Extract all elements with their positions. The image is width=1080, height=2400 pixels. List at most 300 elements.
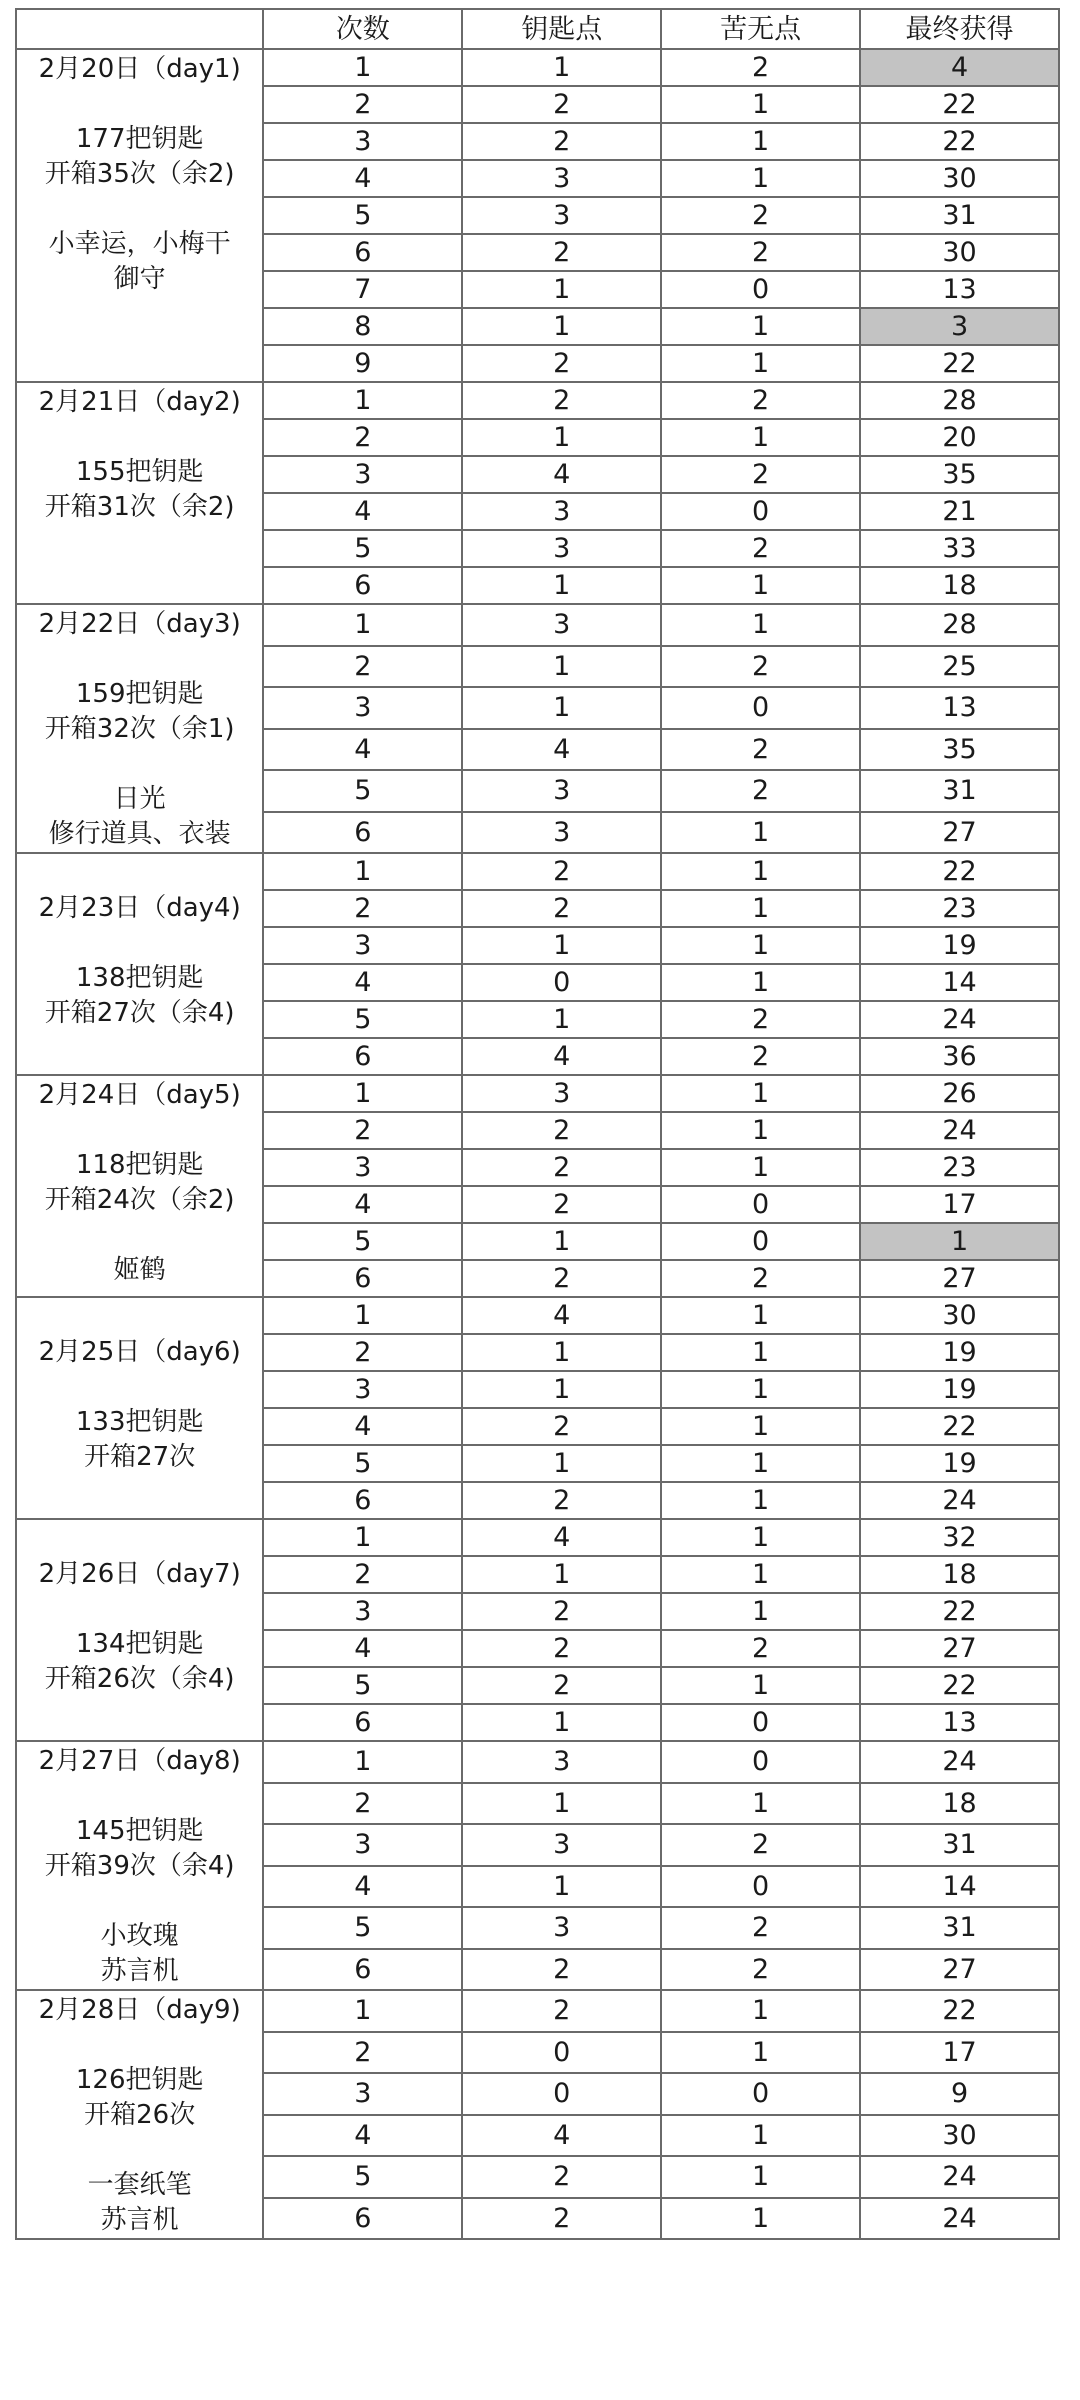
header-count: 次数: [263, 9, 462, 49]
count-cell: 6: [263, 234, 462, 271]
key-points-cell: 1: [462, 927, 661, 964]
day-summary-line: 2月27日（day8): [38, 1746, 241, 1776]
kunai-points-cell: 0: [661, 687, 860, 729]
count-cell: 5: [263, 1001, 462, 1038]
count-cell: 2: [263, 1334, 462, 1371]
key-points-cell: 1: [462, 1223, 661, 1260]
day-summary-line: 2月20日（day1): [38, 54, 241, 84]
final-obtained-cell: 27: [860, 812, 1059, 854]
count-cell: 2: [263, 419, 462, 456]
final-obtained-cell: 24: [860, 2198, 1059, 2240]
final-obtained-cell: 9: [860, 2073, 1059, 2115]
key-points-cell: 4: [462, 1038, 661, 1075]
count-cell: 4: [263, 729, 462, 771]
kunai-points-cell: 0: [661, 1223, 860, 1260]
day-summary-cell: [16, 1741, 263, 1990]
final-obtained-cell: 30: [860, 2115, 1059, 2157]
day-summary-line: 开箱26次（余4): [44, 1664, 235, 1694]
final-obtained-cell: 17: [860, 1186, 1059, 1223]
count-cell: 1: [263, 49, 462, 86]
kunai-points-cell: 2: [661, 382, 860, 419]
count-cell: 7: [263, 271, 462, 308]
final-obtained-cell: 4: [860, 49, 1059, 86]
day-summary-line: [17, 1884, 262, 1919]
kunai-points-cell: 1: [661, 604, 860, 646]
day-summary-line: 开箱31次（余2): [44, 492, 235, 522]
key-points-cell: 2: [462, 1667, 661, 1704]
day-summary-line: 开箱26次: [84, 2100, 196, 2130]
count-cell: 5: [263, 1445, 462, 1482]
key-points-cell: 3: [462, 1741, 661, 1783]
key-points-cell: 2: [462, 1112, 661, 1149]
count-cell: 3: [263, 1593, 462, 1630]
kunai-points-cell: 1: [661, 2198, 860, 2240]
final-obtained-cell: 31: [860, 770, 1059, 812]
count-cell: 5: [263, 2156, 462, 2198]
table-row: [16, 382, 1059, 419]
key-points-cell: 4: [462, 729, 661, 771]
kunai-points-cell: 1: [661, 2156, 860, 2198]
kunai-points-cell: 2: [661, 770, 860, 812]
key-points-cell: 3: [462, 812, 661, 854]
final-obtained-cell: 30: [860, 160, 1059, 197]
day-summary-line: [17, 87, 262, 122]
day-summary-line: [17, 1522, 262, 1557]
final-obtained-cell: 28: [860, 604, 1059, 646]
key-points-cell: 1: [462, 1783, 661, 1825]
kunai-points-cell: 2: [661, 1038, 860, 1075]
day-summary-line: 小玫瑰: [100, 1921, 179, 1951]
key-points-cell: 2: [462, 1482, 661, 1519]
key-points-cell: 0: [462, 964, 661, 1001]
day-summary-cell: [16, 1990, 263, 2239]
count-cell: 3: [263, 1824, 462, 1866]
day-summary-line: 177把钥匙: [75, 124, 204, 154]
key-points-cell: 1: [462, 567, 661, 604]
kunai-points-cell: 1: [661, 964, 860, 1001]
final-obtained-cell: 22: [860, 1593, 1059, 1630]
final-obtained-cell: 22: [860, 86, 1059, 123]
day-summary-line: 2月23日（day4): [38, 893, 241, 923]
kunai-points-cell: 1: [661, 2032, 860, 2074]
day-summary-line: 2月25日（day6): [38, 1337, 241, 1367]
final-obtained-cell: 22: [860, 853, 1059, 890]
count-cell: 5: [263, 1907, 462, 1949]
final-obtained-cell: 17: [860, 2032, 1059, 2074]
kunai-points-cell: 2: [661, 234, 860, 271]
kunai-points-cell: 1: [661, 308, 860, 345]
table-row: [16, 1519, 1059, 1556]
count-cell: 6: [263, 1949, 462, 1991]
final-obtained-cell: 18: [860, 1783, 1059, 1825]
kunai-points-cell: 1: [661, 123, 860, 160]
day-summary-cell: [16, 1297, 263, 1519]
day-summary-line: 2月22日（day3): [38, 609, 241, 639]
kunai-points-cell: 0: [661, 493, 860, 530]
key-points-cell: 2: [462, 1149, 661, 1186]
key-points-cell: 3: [462, 770, 661, 812]
kunai-points-cell: 1: [661, 1990, 860, 2032]
count-cell: 3: [263, 1371, 462, 1408]
count-cell: 5: [263, 1223, 462, 1260]
key-points-cell: 0: [462, 2073, 661, 2115]
kunai-points-cell: 2: [661, 197, 860, 234]
key-points-cell: 4: [462, 1519, 661, 1556]
day-summary-line: 2月21日（day2): [38, 387, 241, 417]
header-kunai-points: 苦无点: [661, 9, 860, 49]
final-obtained-cell: 31: [860, 1824, 1059, 1866]
count-cell: 4: [263, 160, 462, 197]
kunai-points-cell: 1: [661, 1408, 860, 1445]
table-row: [16, 1075, 1059, 1112]
kunai-points-cell: 1: [661, 1783, 860, 1825]
final-obtained-cell: 22: [860, 123, 1059, 160]
day-summary-line: 145把钥匙: [75, 1816, 204, 1846]
count-cell: 2: [263, 646, 462, 688]
count-cell: 1: [263, 1519, 462, 1556]
kunai-points-cell: 2: [661, 1824, 860, 1866]
final-obtained-cell: 30: [860, 1297, 1059, 1334]
day-summary-line: 159把钥匙: [75, 679, 204, 709]
kunai-points-cell: 2: [661, 1949, 860, 1991]
key-points-cell: 2: [462, 2198, 661, 2240]
final-obtained-cell: 21: [860, 493, 1059, 530]
final-obtained-cell: 24: [860, 1482, 1059, 1519]
final-obtained-cell: 13: [860, 687, 1059, 729]
count-cell: 4: [263, 964, 462, 1001]
final-obtained-cell: 23: [860, 1149, 1059, 1186]
kunai-points-cell: 2: [661, 646, 860, 688]
day-summary-line: 开箱32次（余1): [44, 714, 235, 744]
count-cell: 6: [263, 1482, 462, 1519]
count-cell: 6: [263, 812, 462, 854]
header-key-points: 钥匙点: [462, 9, 661, 49]
day-summary-line: [17, 926, 262, 961]
final-obtained-cell: 30: [860, 234, 1059, 271]
kunai-points-cell: 2: [661, 49, 860, 86]
count-cell: 1: [263, 1075, 462, 1112]
kunai-points-cell: 2: [661, 1907, 860, 1949]
final-obtained-cell: 35: [860, 729, 1059, 771]
key-points-cell: 1: [462, 687, 661, 729]
final-obtained-cell: 3: [860, 308, 1059, 345]
day-summary-cell: [16, 1519, 263, 1741]
final-obtained-cell: 32: [860, 1519, 1059, 1556]
count-cell: 3: [263, 927, 462, 964]
kunai-points-cell: 0: [661, 1741, 860, 1783]
day-summary-line: 开箱27次: [84, 1442, 196, 1472]
kunai-points-cell: 0: [661, 2073, 860, 2115]
count-cell: 6: [263, 567, 462, 604]
table-row: [16, 1741, 1059, 1783]
key-points-cell: 3: [462, 493, 661, 530]
key-points-cell: 3: [462, 1824, 661, 1866]
final-obtained-cell: 19: [860, 927, 1059, 964]
day-summary-line: 开箱39次（余4): [44, 1851, 235, 1881]
table-row: [16, 1297, 1059, 1334]
key-points-cell: 4: [462, 2115, 661, 2157]
count-cell: 5: [263, 197, 462, 234]
final-obtained-cell: 20: [860, 419, 1059, 456]
key-points-cell: 1: [462, 1445, 661, 1482]
kunai-points-cell: 0: [661, 1866, 860, 1908]
final-obtained-cell: 18: [860, 1556, 1059, 1593]
key-points-cell: 2: [462, 123, 661, 160]
key-points-cell: 2: [462, 1186, 661, 1223]
day-summary-line: 苏言机: [100, 2205, 179, 2235]
kunai-points-cell: 1: [661, 890, 860, 927]
key-points-cell: 0: [462, 2032, 661, 2074]
kunai-points-cell: 1: [661, 345, 860, 382]
table-row: [16, 604, 1059, 646]
count-cell: 3: [263, 687, 462, 729]
day-summary-cell: [16, 1075, 263, 1297]
day-summary-line: 133把钥匙: [75, 1407, 204, 1437]
key-points-cell: 1: [462, 1866, 661, 1908]
final-obtained-cell: 19: [860, 1334, 1059, 1371]
key-points-cell: 1: [462, 271, 661, 308]
key-points-cell: 2: [462, 382, 661, 419]
key-points-cell: 2: [462, 1949, 661, 1991]
kunai-points-cell: 1: [661, 1297, 860, 1334]
key-points-cell: 3: [462, 160, 661, 197]
final-obtained-cell: 14: [860, 964, 1059, 1001]
final-obtained-cell: 14: [860, 1866, 1059, 1908]
key-points-cell: 1: [462, 1334, 661, 1371]
kunai-points-cell: 1: [661, 1075, 860, 1112]
key-points-cell: 1: [462, 419, 661, 456]
kunai-points-cell: 1: [661, 2115, 860, 2157]
kunai-points-cell: 2: [661, 1630, 860, 1667]
kunai-points-cell: 1: [661, 1556, 860, 1593]
day-summary-line: 118把钥匙: [75, 1150, 204, 1180]
final-obtained-cell: 13: [860, 271, 1059, 308]
final-obtained-cell: 25: [860, 646, 1059, 688]
kunai-points-cell: 1: [661, 1593, 860, 1630]
count-cell: 3: [263, 2073, 462, 2115]
count-cell: 1: [263, 382, 462, 419]
final-obtained-cell: 28: [860, 382, 1059, 419]
key-points-cell: 1: [462, 308, 661, 345]
final-obtained-cell: 19: [860, 1445, 1059, 1482]
kunai-points-cell: 1: [661, 1112, 860, 1149]
key-points-cell: 2: [462, 234, 661, 271]
kunai-points-cell: 0: [661, 271, 860, 308]
kunai-points-cell: 0: [661, 1704, 860, 1741]
final-obtained-cell: 36: [860, 1038, 1059, 1075]
final-obtained-cell: 24: [860, 1001, 1059, 1038]
day-summary-line: 小幸运，小梅干: [48, 229, 231, 259]
final-obtained-cell: 22: [860, 1990, 1059, 2032]
count-cell: 3: [263, 456, 462, 493]
kunai-points-cell: 1: [661, 1334, 860, 1371]
key-points-cell: 2: [462, 1260, 661, 1297]
header-corner-cell: [16, 9, 263, 49]
final-obtained-cell: 24: [860, 1741, 1059, 1783]
day-summary-line: 修行道具、衣装: [48, 819, 231, 849]
count-cell: 2: [263, 890, 462, 927]
day-summary-line: 御守: [113, 264, 166, 294]
kunai-points-cell: 1: [661, 812, 860, 854]
final-obtained-cell: 31: [860, 1907, 1059, 1949]
key-points-cell: 4: [462, 456, 661, 493]
count-cell: 1: [263, 604, 462, 646]
count-cell: 6: [263, 1038, 462, 1075]
day-summary-line: 155把钥匙: [75, 457, 204, 487]
count-cell: 6: [263, 2198, 462, 2240]
key-points-cell: 3: [462, 1907, 661, 1949]
final-obtained-cell: 13: [860, 1704, 1059, 1741]
key-points-cell: 1: [462, 646, 661, 688]
kunai-points-cell: 1: [661, 1149, 860, 1186]
count-cell: 3: [263, 123, 462, 160]
day-summary-cell: [16, 853, 263, 1075]
count-cell: 9: [263, 345, 462, 382]
day-summary-line: [17, 1300, 262, 1335]
count-cell: 1: [263, 1741, 462, 1783]
kunai-points-cell: 2: [661, 456, 860, 493]
count-cell: 4: [263, 1408, 462, 1445]
day-summary-line: 126把钥匙: [75, 2065, 204, 2095]
day-summary-line: 138把钥匙: [75, 963, 204, 993]
day-summary-line: [17, 420, 262, 455]
key-points-cell: 2: [462, 1990, 661, 2032]
key-points-cell: 2: [462, 890, 661, 927]
final-obtained-cell: 35: [860, 456, 1059, 493]
final-obtained-cell: 23: [860, 890, 1059, 927]
day-summary-line: [17, 2133, 262, 2168]
key-points-cell: 3: [462, 530, 661, 567]
final-obtained-cell: 33: [860, 530, 1059, 567]
final-obtained-cell: 22: [860, 1667, 1059, 1704]
day-summary-line: 苏言机: [100, 1956, 179, 1986]
day-summary-line: 开箱27次（余4): [44, 998, 235, 1028]
table-row: [16, 853, 1059, 890]
count-cell: 3: [263, 1149, 462, 1186]
kunai-points-cell: 1: [661, 567, 860, 604]
key-points-cell: 2: [462, 2156, 661, 2198]
count-cell: 8: [263, 308, 462, 345]
key-points-cell: 4: [462, 1297, 661, 1334]
key-points-cell: 2: [462, 1408, 661, 1445]
day-summary-line: 134把钥匙: [75, 1629, 204, 1659]
day-summary-line: [17, 747, 262, 782]
kunai-points-cell: 2: [661, 530, 860, 567]
table-row: [16, 1990, 1059, 2032]
day-summary-line: [17, 856, 262, 891]
day-summary-line: [17, 1592, 262, 1627]
final-obtained-cell: 22: [860, 345, 1059, 382]
kunai-points-cell: 1: [661, 1519, 860, 1556]
count-cell: 4: [263, 1186, 462, 1223]
key-points-cell: 2: [462, 1630, 661, 1667]
kunai-points-cell: 1: [661, 1667, 860, 1704]
count-cell: 4: [263, 1630, 462, 1667]
key-points-cell: 3: [462, 604, 661, 646]
key-opening-record-table: [15, 8, 1060, 2240]
key-points-cell: 1: [462, 1704, 661, 1741]
day-summary-line: [17, 1779, 262, 1814]
final-obtained-cell: 22: [860, 1408, 1059, 1445]
count-cell: 1: [263, 1990, 462, 2032]
count-cell: 2: [263, 1112, 462, 1149]
key-points-cell: 1: [462, 1371, 661, 1408]
key-points-cell: 2: [462, 853, 661, 890]
kunai-points-cell: 2: [661, 1260, 860, 1297]
count-cell: 2: [263, 1783, 462, 1825]
day-summary-cell: [16, 49, 263, 382]
day-summary-line: [17, 2028, 262, 2063]
day-summary-line: 2月24日（day5): [38, 1080, 241, 1110]
count-cell: 5: [263, 770, 462, 812]
count-cell: 2: [263, 2032, 462, 2074]
final-obtained-cell: 31: [860, 197, 1059, 234]
count-cell: 4: [263, 2115, 462, 2157]
table-body: [16, 49, 1059, 2239]
day-summary-line: 开箱24次（余2): [44, 1185, 235, 1215]
kunai-points-cell: 1: [661, 927, 860, 964]
day-summary-line: 2月28日（day9): [38, 1995, 241, 2025]
count-cell: 5: [263, 1667, 462, 1704]
day-summary-cell: [16, 382, 263, 604]
key-points-cell: 1: [462, 1001, 661, 1038]
key-points-cell: 3: [462, 1075, 661, 1112]
final-obtained-cell: 24: [860, 2156, 1059, 2198]
day-summary-line: 一套纸笔: [87, 2170, 192, 2200]
key-points-cell: 1: [462, 1556, 661, 1593]
day-summary-line: [17, 1218, 262, 1253]
count-cell: 4: [263, 1866, 462, 1908]
final-obtained-cell: 24: [860, 1112, 1059, 1149]
kunai-points-cell: 0: [661, 1186, 860, 1223]
count-cell: 2: [263, 1556, 462, 1593]
kunai-points-cell: 1: [661, 419, 860, 456]
final-obtained-cell: 27: [860, 1260, 1059, 1297]
kunai-points-cell: 2: [661, 1001, 860, 1038]
final-obtained-cell: 19: [860, 1371, 1059, 1408]
key-points-cell: 2: [462, 86, 661, 123]
key-points-cell: 1: [462, 49, 661, 86]
count-cell: 1: [263, 853, 462, 890]
kunai-points-cell: 1: [661, 1482, 860, 1519]
kunai-points-cell: 1: [661, 1371, 860, 1408]
count-cell: 4: [263, 493, 462, 530]
day-summary-line: 姬鹤: [113, 1255, 166, 1285]
final-obtained-cell: 18: [860, 567, 1059, 604]
key-points-cell: 2: [462, 1593, 661, 1630]
kunai-points-cell: 1: [661, 86, 860, 123]
day-summary-cell: [16, 604, 263, 853]
day-summary-line: 2月26日（day7): [38, 1559, 241, 1589]
count-cell: 2: [263, 86, 462, 123]
day-summary-line: 开箱35次（余2): [44, 159, 235, 189]
count-cell: 1: [263, 1297, 462, 1334]
header-final-obtained: 最终获得: [860, 9, 1059, 49]
kunai-points-cell: 1: [661, 1445, 860, 1482]
key-points-cell: 2: [462, 345, 661, 382]
kunai-points-cell: 1: [661, 853, 860, 890]
count-cell: 6: [263, 1260, 462, 1297]
day-summary-line: [17, 1370, 262, 1405]
day-summary-line: [17, 642, 262, 677]
table-row: [16, 49, 1059, 86]
final-obtained-cell: 27: [860, 1949, 1059, 1991]
count-cell: 6: [263, 1704, 462, 1741]
kunai-points-cell: 1: [661, 160, 860, 197]
count-cell: 5: [263, 530, 462, 567]
day-summary-line: [17, 1113, 262, 1148]
final-obtained-cell: 1: [860, 1223, 1059, 1260]
